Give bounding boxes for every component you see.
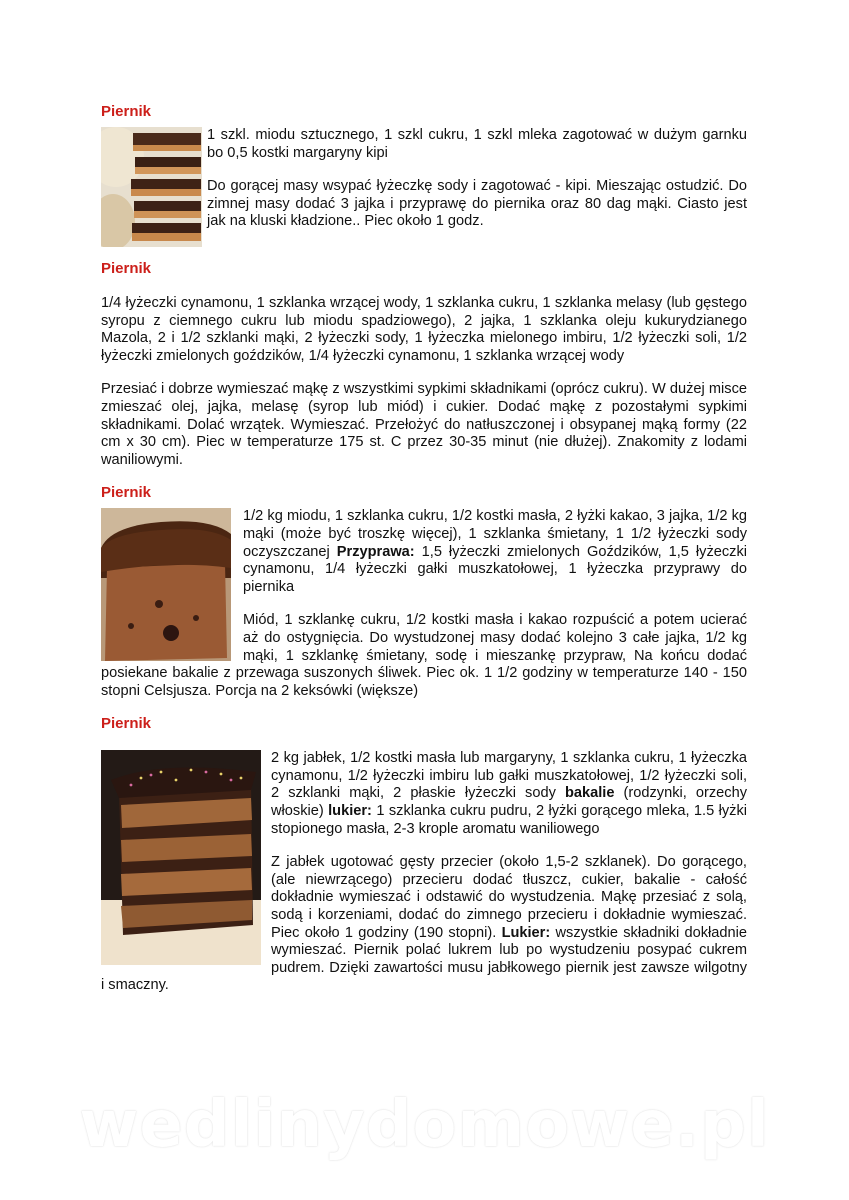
recipe-ingredients: 2 kg jabłek, 1/2 kostki masła lub margaryny, 1 szklanka cukru, 1 łyżeczka cynamonu, 1/2 łyżeczki imbiru lub gałki muszkatołowej, 1/2 łyżeczki soli, 2 szklanki mąki, 2 płaskie łyżeczki sody bakalie (rodzynki, orzechy włoskie) lukier: 1 szklanka cukru pudru, 2 łyżki gorącego mleka, 1.5 łyżki stopionego masła, 2-3 krople aromatu waniliowego [271,750,748,837]
recipe-1 [101,103,747,247]
recipe-ingredients: 1/2 kg miodu, 1 szklanka cukru, 1/2 kostki masła, 2 łyżki kakao, 3 jajka, 1/2 kg mąki (może być troszkę więcej), 1 szklanka śmietany, 1 1/2 łyżeczki sody oczyszczanej Przyprawa: 1,5 łyżeczki zmielonych Goździków, 1,5 łyżeczki cynamonu, 1/4 łyżeczki gałki muszkatołowej, 1 łyżeczka przyprawy do piernika [243,508,747,595]
document-page [101,103,747,995]
recipe-method: Miód, 1 szklankę cukru, 1/2 kostki masła i kakao rozpuścić a potem ucierać aż do ostygnięcia. Do wystudzonej masy dodać kolejno 3 całe jajka, 1/2 kg mąki, 1 szklankę śmietany, sodę i mieszankę przypraw, Na końcu dodać posiekane bakalie z przewaga suszonych śliwek. Piec ok. 1 1/2 godziny w temperaturze 140 - 150 stopni Celsjusza. Porcja na 2 keksówki (większe) [101,612,747,699]
recipe-title: Piernik [101,715,152,733]
recipe-method: Z jabłek ugotować gęsty przecier (około 1,5-2 szklanek). Do gorącego, (ale niewrzącego) przecieru dodać tłuszcz, cukier, bakalie - całość dokładnie wymieszać i odstawić do wystudzenia. Mąkę przesiać z solą, sodą i korzeniami, dodać do zimnego przecieru i dokładnie wymieszać. Piec około 1 godziny (190 stopni). Lukier: wszystkie składniki dokładnie wymieszać. Piernik polać lukrem lub po wystudzeniu posypać cukrem pudrem. Dzięki zawartości musu jabłkowego piernik jest zawsze wilgotny i smaczny. [101,854,747,994]
recipe-4 [101,715,747,995]
recipe-title: Piernik [101,103,152,120]
chocolate-loaf-photo [101,508,231,661]
recipe-3 [101,484,747,700]
recipe-title: Piernik [101,484,152,502]
watermark: wedlinydomowe.pl [79,1088,770,1162]
recipe-2 [101,260,747,469]
gingerbread-slices-photo [101,127,202,247]
recipe-method: Przesiać i dobrze wymieszać mąkę z wszystkimi sypkimi składnikami (oprócz cukru). W dużej misce zmieszać olej, jajka, melasę (syrop lub miód) i cukier. Dodać mąkę z pozostałymi sypkimi składnikami. Dolać wrzątek. Wymieszać. Przełożyć do natłuszczonej i obsypanej mąką formy (22 cm x 30 cm). Piec w temperaturze 175 st. C przez 30-35 minut (nie dłużej). Znakomity z lodami waniliowymi. [101,381,747,468]
recipe-title: Piernik [101,260,152,277]
recipe-ingredients: 1 szkl. miodu sztucznego, 1 szkl cukru, 1 szkl mleka zagotować w dużym garnku bo 0,5 kostki margaryny kipi [207,127,747,161]
layered-cake-photo [101,750,261,965]
recipe-ingredients: 1/4 łyżeczki cynamonu, 1 szklanka wrzącej wody, 1 szklanka cukru, 1 szklanka melasy (lub gęstego syropu z ciemnego cukru lub miodu spadziowego), 2 jajka, 1 szklanka oleju kukurydzianego Mazola, 2 i 1/2 szklanki mąki, 2 łyżeczki sody, 1 łyżeczka mielonego imbiru, 1/2 łyżeczki soli, 1/2 łyżeczki zmielonych goździków, 1/4 łyżeczki cynamonu, 1 szklanka wrzącej wody [101,295,747,364]
recipe-method: Do gorącej masy wsypać łyżeczkę sody i zagotować - kipi. Mieszając ostudzić. Do zimnej masy dodać 3 jajka i przyprawę do piernika oraz 80 dag mąki. Ciasto jest jak na kluski kładzione.. Piec około 1 godz. [207,178,747,230]
